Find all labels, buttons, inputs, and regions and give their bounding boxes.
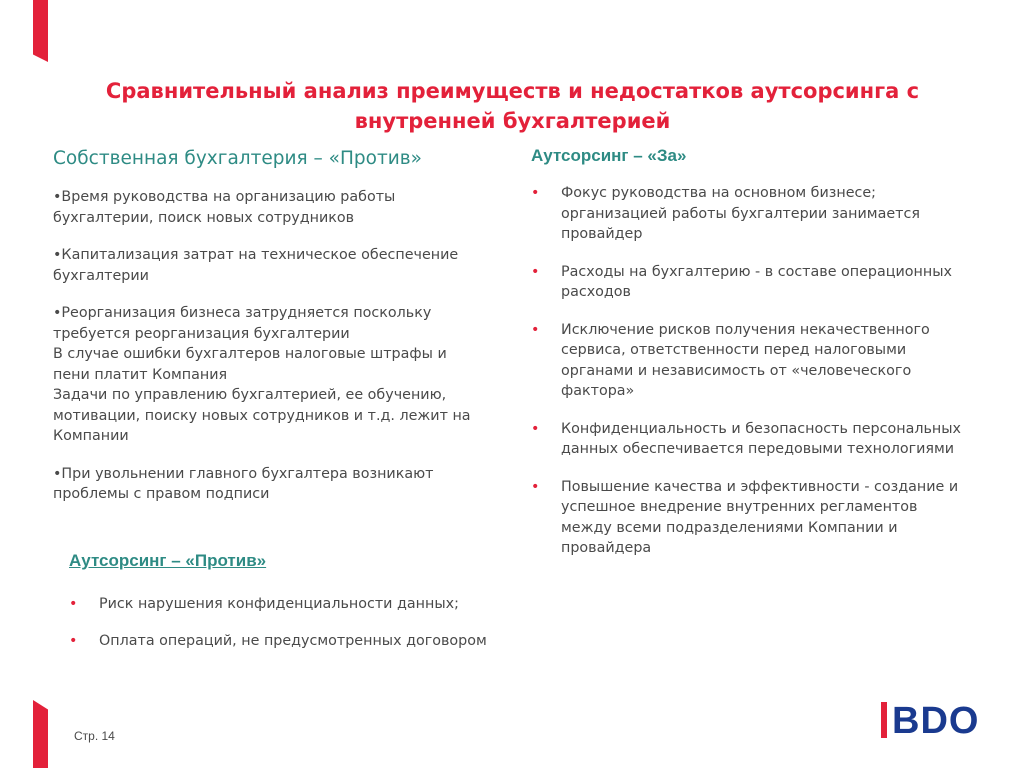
corner-accent-bottom bbox=[33, 700, 48, 768]
own-accounting-con-list bbox=[53, 187, 503, 522]
title-line: внутренней бухгалтерией bbox=[354, 109, 671, 133]
corner-accent-top bbox=[33, 0, 48, 62]
page-number: Стр. 14 bbox=[74, 729, 115, 743]
list-item: • Оплата операций, не предусмотренных договором bbox=[69, 633, 487, 649]
title-line: Сравнительный анализ преимуществ и недостатков аутсорсинга с bbox=[105, 79, 920, 103]
list-item: •Реорганизация бизнеса затрудняется поскольку требуется реорганизация бухгалтерии В случае ошибки бухгалтеров налоговые штрафы и пени платит Компания Задачи по управлению бухгалтерией, ее обучению, мотивации, поиску новых сотрудников и т.д. лежит на Компании bbox=[53, 305, 471, 444]
bullet-icon: • bbox=[69, 596, 78, 612]
list-item: •При увольнении главного бухгалтера возникают проблемы с правом подписи bbox=[53, 465, 434, 502]
outsourcing-pro-list bbox=[531, 183, 991, 576]
list-item: • Расходы на бухгалтерию - в составе операционных расходов bbox=[531, 263, 952, 300]
list-item: • Конфиденциальность и безопасность персональных данных обеспечивается передовыми технологиями bbox=[531, 420, 962, 457]
bullet-icon: • bbox=[531, 185, 540, 201]
own-accounting-con-heading: Собственная бухгалтерия – «Против» bbox=[53, 148, 422, 169]
bullet-icon: • bbox=[531, 321, 540, 338]
list-item: • Фокус руководства на основном бизнесе; организацией работы бухгалтерии занимается провайдер bbox=[531, 185, 920, 242]
bullet-icon: • bbox=[69, 633, 78, 649]
list-item: •Капитализация затрат на техническое обеспечение бухгалтерии bbox=[53, 247, 459, 284]
bullet-icon: • bbox=[531, 478, 540, 495]
bullet-icon: • bbox=[531, 263, 540, 280]
page-title bbox=[90, 76, 935, 136]
list-item: • Риск нарушения конфиденциальности данных; bbox=[69, 596, 459, 612]
outsourcing-pro-heading: Аутсорсинг – «За» bbox=[531, 146, 687, 165]
list-item: • Повышение качества и эффективности - создание и успешное внедрение внутренних регламентов между всеми подразделениями Компании и провайдера bbox=[531, 478, 959, 556]
bdo-logo-icon bbox=[880, 697, 995, 743]
outsourcing-con-heading: Аутсорсинг – «Против» bbox=[69, 551, 267, 570]
list-item: •Время руководства на организацию работы бухгалтерии, поиск новых сотрудников bbox=[53, 189, 396, 226]
list-item: • Исключение рисков получения некачественного сервиса, ответственности перед налоговыми органами и независимость от «человеческого фактора» bbox=[531, 321, 930, 399]
logo-accent-bar bbox=[881, 702, 887, 738]
logo-text: BDO bbox=[892, 700, 980, 742]
outsourcing-con-list bbox=[69, 594, 539, 668]
bullet-icon: • bbox=[531, 420, 540, 437]
